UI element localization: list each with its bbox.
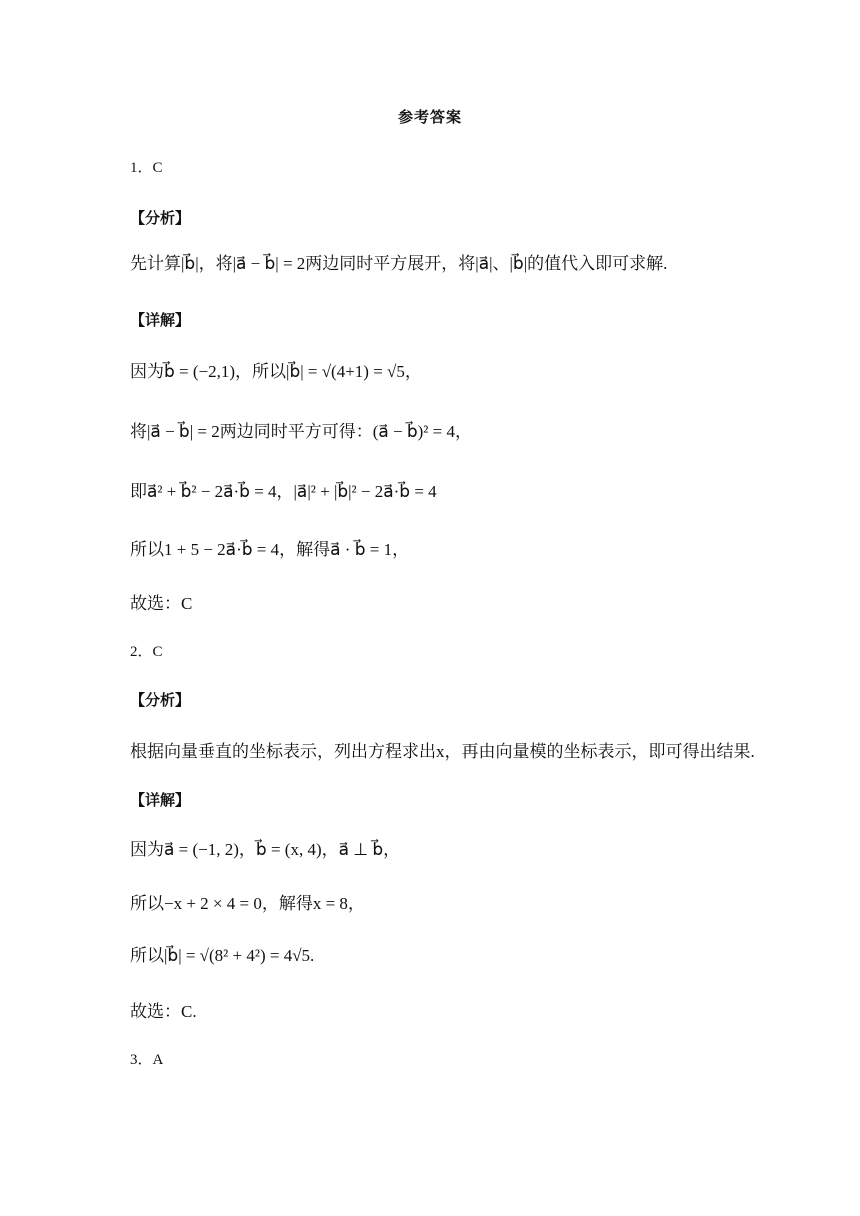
question-1-detail-line-2: 将|a⃗ − b⃗| = 2两边同时平方可得：(a⃗ − b⃗)² = 4， <box>130 422 472 441</box>
page-title: 参考答案 <box>397 108 462 126</box>
question-2-choice: 故选：C. <box>130 1002 197 1021</box>
question-2-detail-heading: 【详解】 <box>130 791 191 809</box>
question-2-analysis-text: 根据向量垂直的坐标表示，列出方程求出x，再由向量模的坐标表示，即可得出结果. <box>130 742 755 761</box>
question-1-number: 1．C <box>130 160 163 176</box>
question-1-detail-line-4: 所以1 + 5 − 2a⃗·b⃗ = 4，解得a⃗ · b⃗ = 1， <box>130 540 410 559</box>
question-2-analysis-heading: 【分析】 <box>130 691 191 709</box>
question-1-detail-heading: 【详解】 <box>130 311 191 329</box>
question-2-detail-line-1: 因为a⃗ = (−1, 2)，b⃗ = (x, 4)，a⃗ ⊥ b⃗， <box>130 840 401 859</box>
question-1-analysis-heading: 【分析】 <box>130 209 191 227</box>
question-1-detail-line-1: 因为b⃗ = (−2,1)，所以|b⃗| = √(4+1) = √5， <box>130 362 422 381</box>
question-2-detail-line-3: 所以|b⃗| = √(8² + 4²) = 4√5. <box>130 946 315 965</box>
question-2-number: 2．C <box>130 644 163 660</box>
question-1-detail-line-3: 即a⃗² + b⃗² − 2a⃗·b⃗ = 4，|a⃗|² + |b⃗|² − 2a⃗·b⃗ = 4 <box>130 482 437 501</box>
question-3-number: 3．A <box>130 1052 164 1068</box>
question-2-detail-line-2: 所以−x + 2 × 4 = 0，解得x = 8， <box>130 894 365 913</box>
question-1-choice: 故选：C <box>130 594 193 613</box>
question-1-analysis-text: 先计算|b⃗|，将|a⃗ − b⃗| = 2两边同时平方展开，将|a⃗|、|b⃗|的值代入即可求解. <box>130 254 668 273</box>
